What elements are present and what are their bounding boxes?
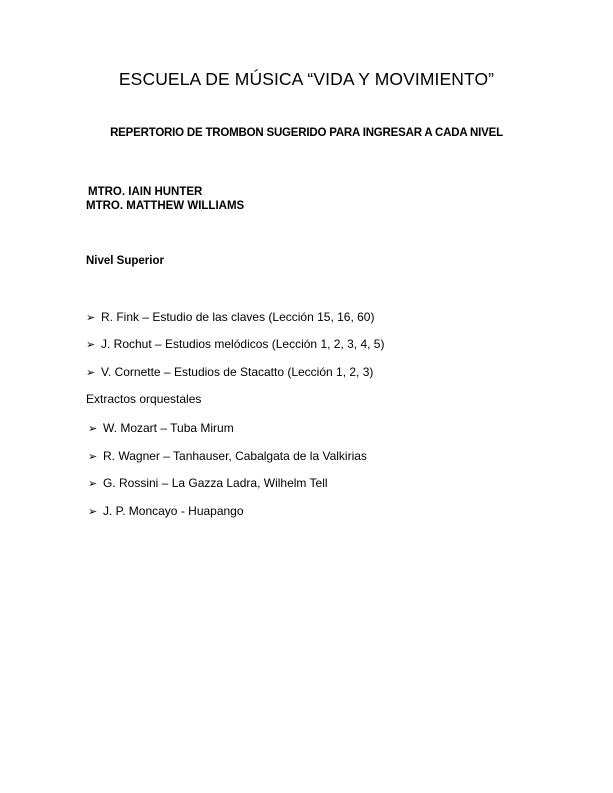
excerpt-item (88, 449, 367, 463)
excerpt-item (88, 504, 244, 518)
teacher-name: MTRO. IAIN HUNTER (88, 186, 203, 198)
arrow-bullet-icon: ➢ (86, 312, 96, 324)
arrow-bullet-icon: ➢ (88, 506, 98, 518)
study-item (86, 365, 373, 379)
study-item (86, 337, 384, 351)
arrow-bullet-icon: ➢ (88, 451, 98, 463)
teacher-name: MTRO. MATTHEW WILLIAMS (86, 200, 245, 212)
excerpt-item-text: G. Rossini – La Gazza Ladra, Wilhelm Tell (103, 476, 328, 490)
arrow-bullet-icon: ➢ (86, 367, 96, 379)
excerpts-heading: Extractos orquestales (86, 392, 202, 406)
excerpt-item-text: R. Wagner – Tanhauser, Cabalgata de la Valkirias (103, 449, 367, 463)
study-item (86, 310, 374, 324)
excerpt-item-text: W. Mozart – Tuba Mirum (103, 421, 234, 435)
study-item-text: J. Rochut – Estudios melódicos (Lección 1, 2, 3, 4, 5) (101, 337, 385, 351)
arrow-bullet-icon: ➢ (88, 423, 98, 435)
arrow-bullet-icon: ➢ (88, 478, 98, 490)
excerpt-item (88, 421, 234, 435)
study-item-text: R. Fink – Estudio de las claves (Lección 15, 16, 60) (101, 310, 375, 324)
arrow-bullet-icon: ➢ (86, 339, 96, 351)
level-heading: Nivel Superior (86, 255, 164, 267)
study-item-text: V. Cornette – Estudios de Stacatto (Lección 1, 2, 3) (101, 365, 374, 379)
excerpt-item-text: J. P. Moncayo - Huapango (103, 504, 244, 518)
school-title: ESCUELA DE MÚSICA “VIDA Y MOVIMIENTO” (118, 69, 495, 89)
repertoire-subtitle: REPERTORIO DE TROMBON SUGERIDO PARA INGRESAR A CADA NIVEL (110, 127, 503, 139)
excerpt-item (88, 476, 328, 490)
